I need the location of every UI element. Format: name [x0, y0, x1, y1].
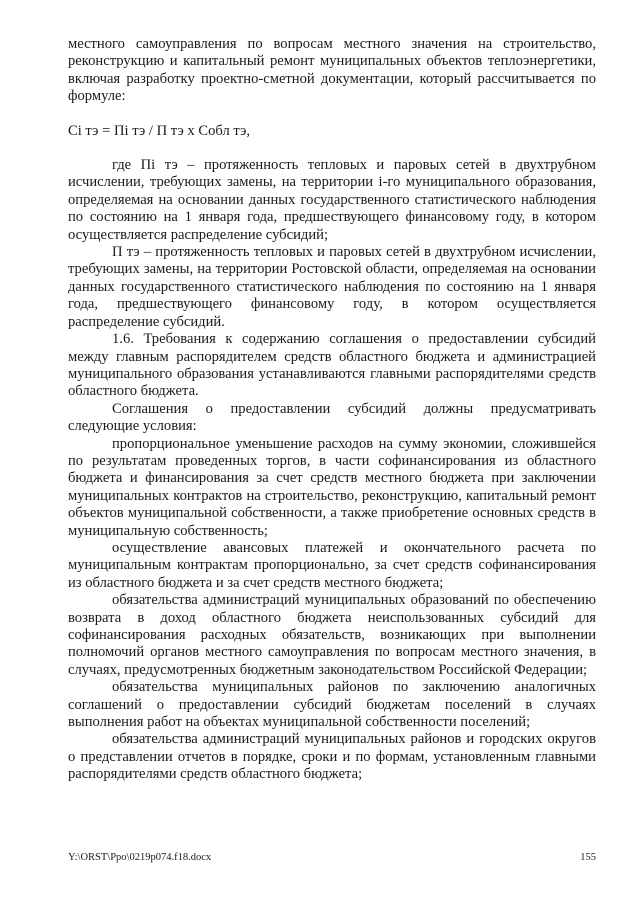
- list-item-condition-4: обязательства муниципальных районов по заключению аналогичных соглашений о предоставлении субсидий бюджетам поселений в случаях выполнения работ на объектах муниципальной собственности поселений;: [68, 679, 596, 731]
- paragraph-definition-p: П тэ – протяженность тепловых и паровых сетей в двухтрубном исчислении, требующих замены, на территории Ростовской области, определяемая на основании данных государственного статистического наблюдения по состоянию на 1 января года, предшествующего финансовому году, в котором осуществляется распределение субсидий.: [68, 244, 596, 330]
- page-number: 155: [580, 852, 596, 863]
- list-item-condition-1: пропорциональное уменьшение расходов на сумму экономии, сложившейся по результатам проведенных торгов, в части софинансирования из областного бюджета и финансирования за счет средств местного бюджета при заключении муниципальных контрактов на строительство, реконструкцию, капитальный ремонт объектов муниципальной собственности, а также приобретение основных средств в муниципальную собственность;: [68, 435, 596, 539]
- formula: Сi тэ = Пi тэ / П тэ х Cобл тэ,: [68, 122, 251, 139]
- paragraph-agreement-conditions: Соглашения о предоставлении субсидий должны предусматривать следующие условия:: [68, 400, 596, 435]
- list-item-condition-5: обязательства администраций муниципальных районов и городских округов о представлении отчетов в порядке, сроки и по формам, установленным главными распорядителями средств областного бюджета;: [68, 731, 596, 783]
- footer-file-path: Y:\ORST\Ppo\0219p074.f18.docx: [68, 852, 212, 863]
- list-item-condition-2: осуществление авансовых платежей и окончательного расчета по муниципальным контрактам пропорционально, за счет средств софинансирования из областного бюджета и за счет средств местного бюджета;: [68, 539, 596, 591]
- paragraph-section-1-6: 1.6. Требования к содержанию соглашения о предоставлении субсидий между главным распорядителем средств областного бюджета и администрацией муниципального образования устанавливаются главными распорядителями средств областного бюджета.: [68, 331, 596, 400]
- paragraph-definition-pi: где Пi тэ – протяженность тепловых и паровых сетей в двухтрубном исчислении, требующих замены, на территории i-го муниципального образования, определяемая на основании данных государственного статистического наблюдения по состоянию на 1 января года, предшествующего финансовому году, в котором осуществляется распределение субсидий;: [68, 157, 596, 243]
- list-item-condition-3: обязательства администраций муниципальных образований по обеспечению возврата в доход областного бюджета неиспользованных субсидий для софинансирования расходных обязательств, возникающих при выполнении полномочий органов местного самоуправления по вопросам местного значения, в случаях, предусмотренных бюджетным законодательством Российской Федерации;: [68, 592, 596, 678]
- paragraph-continuation: местного самоуправления по вопросам местного значения на строительство, реконструкцию и капитальный ремонт муниципальных объектов теплоэнергетики, включая разработку проектно-сметной документации, который рассчитывается по формуле:: [68, 36, 596, 105]
- document-body: [68, 36, 596, 784]
